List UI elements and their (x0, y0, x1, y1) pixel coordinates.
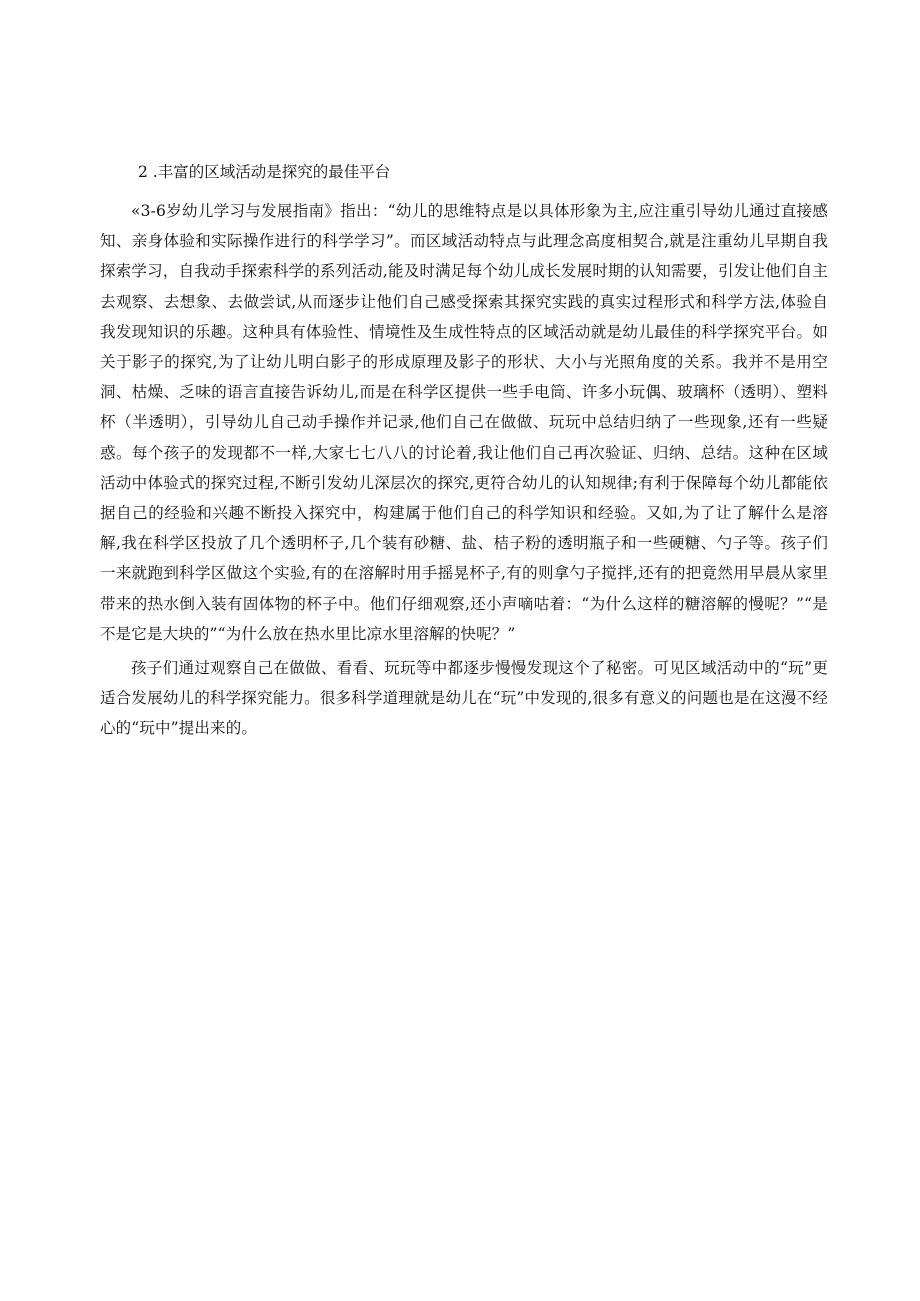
paragraph-conclusion: 孩子们通过观察自己在做做、看看、玩玩等中都逐步慢慢发现这个了秘密。可见区域活动中的“玩”更适合发展幼儿的科学探究能力。很多科学道理就是幼儿在“玩”中发现的,很多有意义的问题也是在这漫不经心的“玩中”提出来的。 (100, 659, 828, 738)
paragraph-guideline-and-examples: «3-6岁幼儿学习与发展指南》指出：“幼儿的思维特点是以具体形象为主,应注重引导幼儿通过直接感知、亲身体验和实际操作进行的科学学习”。而区域活动特点与此理念高度相契合,就是注重幼儿早期自我探索学习，自我动手探索科学的系列活动,能及时满足每个幼儿成长发展时期的认知需要，引发让他们自主去观察、去想象、去做尝试,从而逐步让他们自己感受探索其探究实践的真实过程形式和科学方法,体验自我发现知识的乐趣。这种具有体验性、情境性及生成性特点的区域活动就是幼儿最佳的科学探究平台。如关于影子的探究,为了让幼儿明白影子的形成原理及影子的形状、大小与光照角度的关系。我并不是用空洞、枯燥、乏味的语言直接告诉幼儿,而是在科学区提供一些手电筒、许多小玩偶、玻璃杯（透明）、塑料杯（半透明），引导幼儿自己动手操作并记录,他们自己在做做、玩玩中总结归纳了一些现象,还有一些疑惑。每个孩子的发现都不一样,大家七七八八的讨论着,我让他们自己再次验证、归纳、总结。这种在区域活动中体验式的探究过程,不断引发幼儿深层次的探究,更符合幼儿的认知规律;有利于保障每个幼儿都能依据自己的经验和兴趣不断投入探究中，构建属于他们自己的科学知识和经验。又如,为了让了解什么是溶解,我在科学区投放了几个透明杯子,几个装有砂糖、盐、桔子粉的透明瓶子和一些硬糖、勺子等。孩子们一来就跑到科学区做这个实验,有的在溶解时用手摇晃杯子,有的则拿勺子搅拌,还有的把竟然用早晨从家里带来的热水倒入装有固体物的杯子中。他们仔细观察,还小声嘀咕着：“为什么这样的糖溶解的慢呢？”“是不是它是大块的”“为什么放在热水里比凉水里溶解的快呢？” (100, 202, 828, 643)
section-heading: 2 .丰富的区域活动是探究的最佳平台 (138, 163, 391, 181)
document-body (100, 158, 828, 748)
